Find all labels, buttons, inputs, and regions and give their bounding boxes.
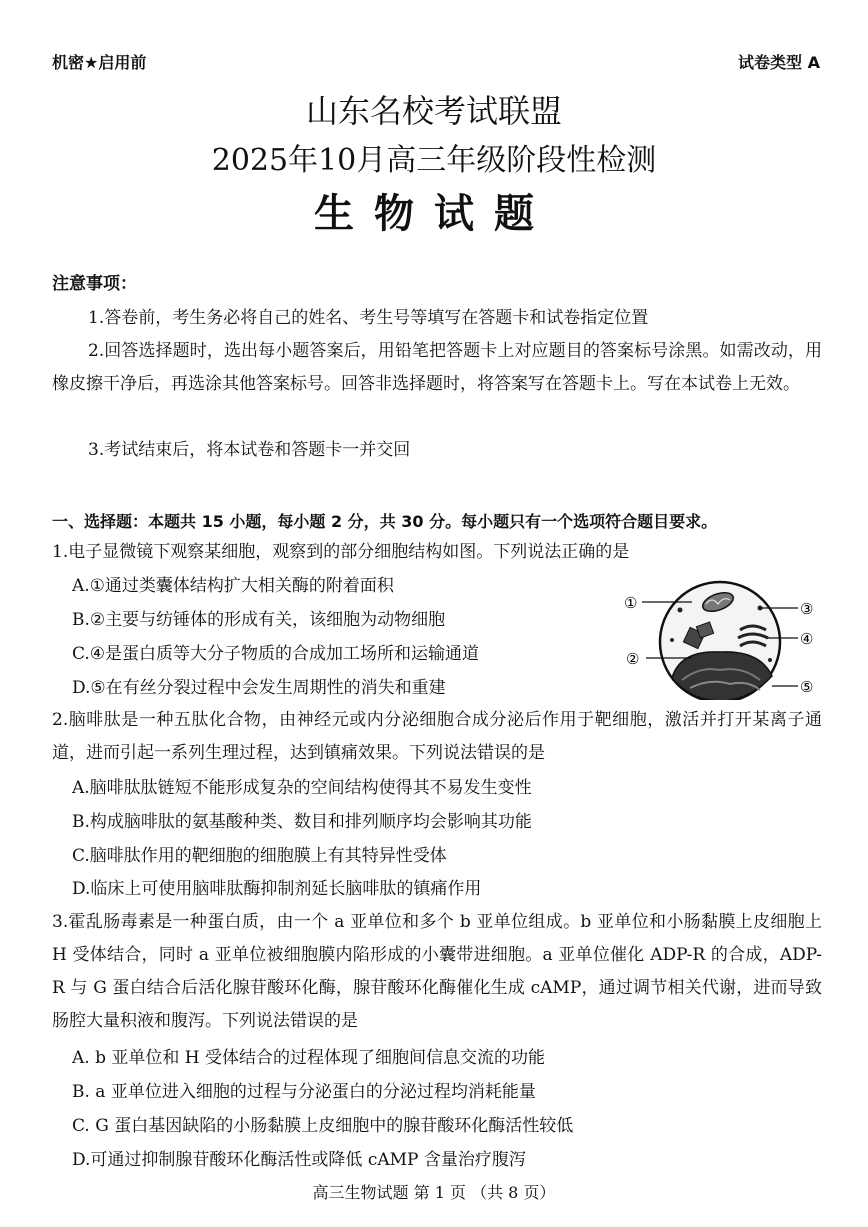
question-3-option-b: B. a 亚单位进入细胞的过程与分泌蛋白的分泌过程均消耗能量 <box>72 1082 536 1102</box>
page-footer: 高三生物试题 第 1 页 （共 8 页） <box>312 1183 556 1202</box>
figure-label-5: ⑤ <box>800 678 814 696</box>
question-2-option-d: D.临床上可使用脑啡肽酶抑制剂延长脑啡肽的镇痛作用 <box>72 879 482 899</box>
question-1-option-c: C.④是蛋白质等大分子物质的合成加工场所和运输通道 <box>72 644 480 664</box>
notice-item-3: 3.考试结束后，将本试卷和答题卡一并交回 <box>88 440 411 460</box>
section-heading: 一、选择题：本题共 15 小题，每小题 2 分，共 30 分。每小题只有一个选项符合题目要求。 <box>52 512 718 531</box>
subject-title: 生物试题 <box>314 191 554 237</box>
question-1-stem: 1.电子显微镜下观察某细胞，观察到的部分细胞结构如图。下列说法正确的是 <box>52 542 630 562</box>
question-3-stem: 3.霍乱肠毒素是一种蛋白质，由一个 a 亚单位和多个 b 亚单位组成。b 亚单位和小肠黏膜上皮细胞上 H 受体结合，同时 a 亚单位被细胞膜内陷形成的小囊带进细胞。a 亚单位催化 ADP-R 的合成，ADP-R 与 G 蛋白结合后活化腺苷酸环化酶，腺苷酸环化酶催化生成 cAMP，通过调节相关代谢，进而导致肠腔大量积液和腹泻。下列说法错误的是 <box>52 912 822 1031</box>
cell-diagram <box>620 580 850 700</box>
notice-heading: 注意事项： <box>52 274 137 294</box>
exam-name-title: 2025年10月高三年级阶段性检测 <box>211 143 657 178</box>
question-3-option-c: C. G 蛋白基因缺陷的小肠黏膜上皮细胞中的腺苷酸环化酶活性较低 <box>72 1116 574 1136</box>
figure-label-2: ② <box>626 650 640 668</box>
question-3-option-a: A. b 亚单位和 H 受体结合的过程体现了细胞间信息交流的功能 <box>72 1048 546 1068</box>
notice-item-2: 2.回答选择题时，选出每小题答案后，用铅笔把答题卡上对应题目的答案标号涂黑。如需改动，用橡皮擦干净后，再选涂其他答案标号。回答非选择题时，将答案写在答题卡上。写在本试卷上无效。 <box>52 341 822 394</box>
question-2-stem: 2.脑啡肽是一种五肽化合物，由神经元或内分泌细胞合成分泌后作用于靶细胞，激活并打开某离子通道，进而引起一系列生理过程，达到镇痛效果。下列说法错误的是 <box>52 710 822 763</box>
question-2-option-c: C.脑啡肽作用的靶细胞的细胞膜上有其特异性受体 <box>72 846 447 866</box>
paper-type-label: 试卷类型 A <box>738 53 820 72</box>
figure-label-3: ③ <box>800 600 814 618</box>
notice-item-1: 1.答卷前，考生务必将自己的姓名、考生号等填写在答题卡和试卷指定位置 <box>88 308 649 328</box>
question-2-option-a: A.脑啡肽肽链短不能形成复杂的空间结构使得其不易发生变性 <box>72 778 532 798</box>
question-1-option-a: A.①通过类囊体结构扩大相关酶的附着面积 <box>72 576 394 596</box>
question-2-option-b: B.构成脑啡肽的氨基酸种类、数目和排列顺序均会影响其功能 <box>72 812 532 832</box>
question-1-option-b: B.②主要与纺锤体的形成有关，该细胞为动物细胞 <box>72 610 446 630</box>
figure-label-1: ① <box>624 594 638 612</box>
figure-label-4: ④ <box>800 630 814 648</box>
exam-organizer-title: 山东名校考试联盟 <box>305 92 562 130</box>
question-1-option-d: D.⑤在有丝分裂过程中会发生周期性的消失和重建 <box>72 678 446 698</box>
cell-structure-figure <box>620 580 850 700</box>
question-3-option-d: D.可通过抑制腺苷酸环化酶活性或降低 cAMP 含量治疗腹泻 <box>72 1150 526 1170</box>
confidential-label: 机密★启用前 <box>52 53 147 72</box>
